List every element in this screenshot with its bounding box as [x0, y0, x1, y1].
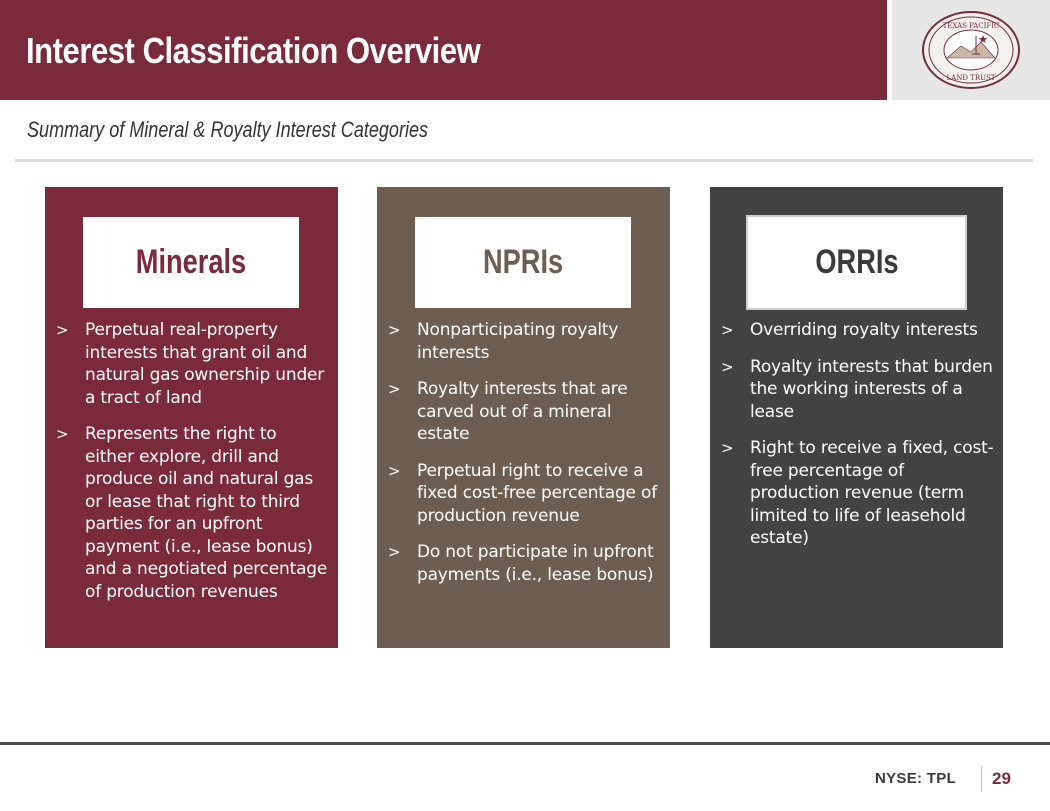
- logo-text-top: TEXAS PACIFIC: [942, 22, 1000, 30]
- page-title: Interest Classification Overview: [26, 30, 481, 71]
- bullet-marker: >: [388, 543, 401, 561]
- list-item: [385, 541, 662, 586]
- logo-text-bottom: LAND TRUST: [946, 74, 996, 82]
- bullet-marker: >: [721, 357, 734, 376]
- orris-card: [710, 187, 1003, 648]
- bullet-text: Royalty interests that are carved out of a mineral estate: [417, 379, 628, 444]
- bullet-text: Royalty interests that burden the working interests of a lease: [750, 356, 993, 422]
- minerals-card: [45, 187, 338, 648]
- logo-box: [892, 0, 1050, 100]
- bullet-text: Represents the right to either explore, drill and produce oil and natural gas or lease that right to third parties for an upfront payment (i.e., lease bonus) and a negotiated percentage of production revenues: [85, 424, 328, 602]
- list-item: [385, 378, 662, 446]
- minerals-bullet-list: [53, 319, 330, 617]
- list-item: [53, 423, 330, 603]
- header-divider: [15, 159, 1033, 162]
- bullet-marker: >: [56, 425, 69, 443]
- list-item: [718, 437, 995, 550]
- orris-label: ORRIs: [814, 243, 899, 281]
- bullet-text: Nonparticipating royalty interests: [417, 320, 619, 363]
- bullet-marker: >: [388, 461, 401, 480]
- bullet-text: Do not participate in upfront payments (i.e., lease bonus): [417, 542, 654, 585]
- list-item: [718, 319, 995, 342]
- header-bar: [0, 0, 887, 100]
- footer-divider: [0, 742, 1050, 745]
- npris-card: [377, 187, 670, 648]
- page-number: 29: [992, 769, 1011, 788]
- bullet-text: Overriding royalty interests: [750, 320, 978, 340]
- bullet-marker: >: [721, 321, 734, 339]
- minerals-label-box: [83, 217, 299, 308]
- bullet-marker: >: [721, 439, 734, 457]
- footer-separator: [981, 766, 982, 792]
- orris-bullet-list: [718, 319, 995, 564]
- page-subtitle: Summary of Mineral & Royalty Interest Categories: [27, 117, 429, 142]
- bullet-marker: >: [388, 380, 401, 398]
- list-item: [53, 319, 330, 409]
- footer-ticker: NYSE: TPL: [875, 770, 957, 787]
- list-item: [718, 356, 995, 424]
- company-seal-logo: [921, 10, 1021, 90]
- bullet-marker: >: [388, 321, 401, 339]
- minerals-label: Minerals: [135, 243, 247, 281]
- list-item: [385, 460, 662, 528]
- npris-label: NPRIs: [482, 243, 564, 281]
- bullet-text: Perpetual right to receive a fixed cost-free percentage of production revenue: [417, 460, 657, 526]
- npris-bullet-list: [385, 319, 662, 600]
- bullet-marker: >: [56, 321, 69, 339]
- bullet-text: Perpetual real-property interests that grant oil and natural gas ownership under a tract of land: [85, 320, 325, 408]
- orris-label-box: [746, 215, 967, 310]
- list-item: [385, 319, 662, 364]
- npris-label-box: [415, 217, 631, 308]
- bullet-text: Right to receive a fixed, cost-free percentage of production revenue (term limited to life of leasehold estate): [750, 438, 994, 548]
